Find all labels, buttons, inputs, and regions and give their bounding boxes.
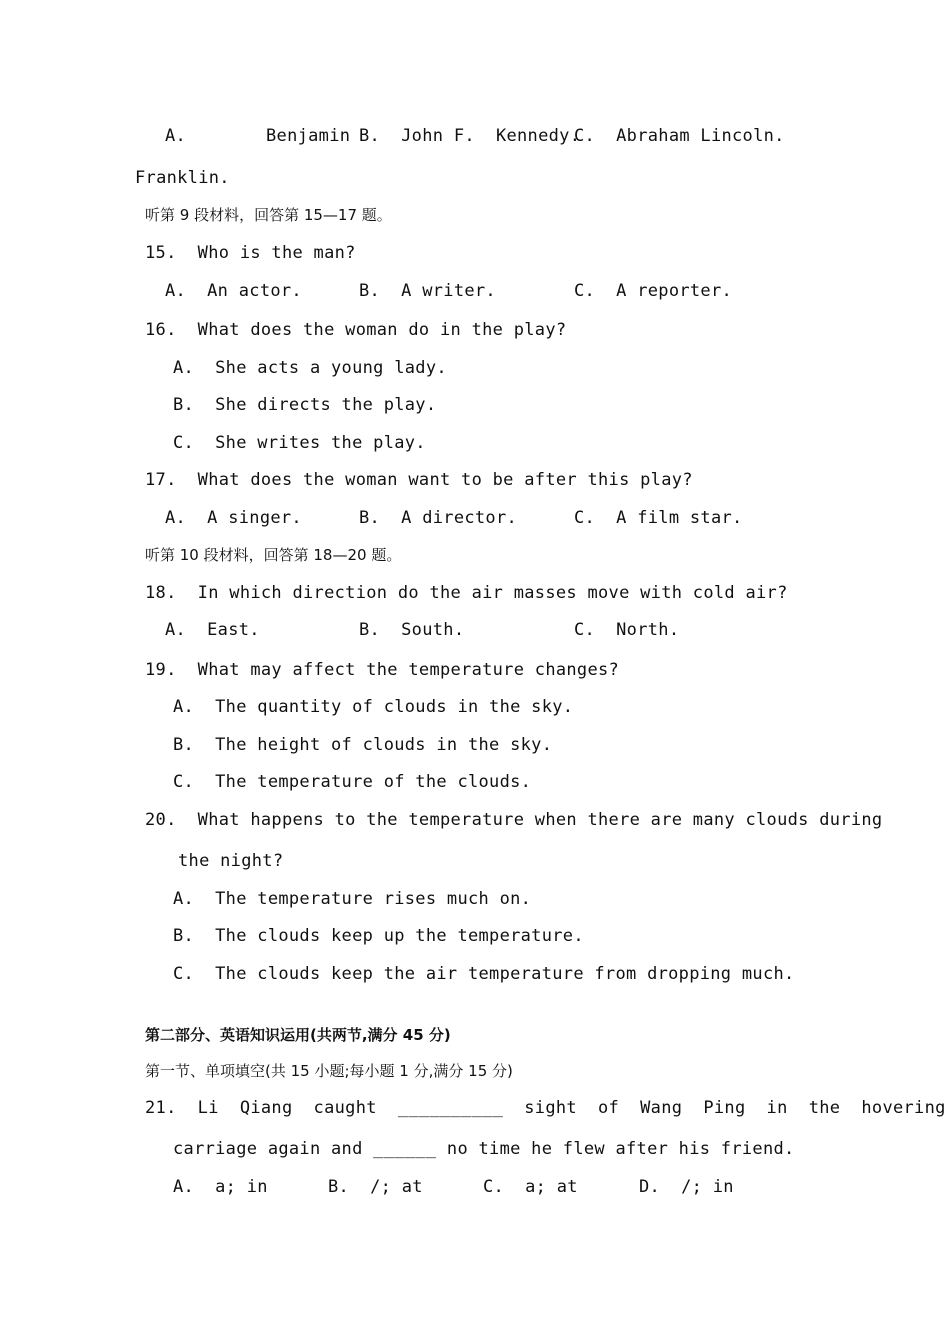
q18-stem: 18. In which direction do the air masses move with cold air?	[145, 583, 788, 603]
part-2-title: 第二部分、英语知识运用(共两节,满分 45 分)	[145, 1026, 451, 1044]
q19-option-a: A. The quantity of clouds in the sky.	[173, 697, 574, 717]
q18-option-a: A. East.	[165, 620, 260, 640]
q17-option-c: C. A film star.	[574, 508, 743, 528]
q21-option-c: C. a; at	[483, 1177, 578, 1197]
q16-stem: 16. What does the woman do in the play?	[145, 320, 567, 340]
q20-stem: 20. What happens to the temperature when there are many clouds during	[145, 810, 883, 830]
q19-stem: 19. What may affect the temperature changes?	[145, 660, 620, 680]
q19-option-c: C. The temperature of the clouds.	[173, 772, 532, 792]
part-2-subtitle: 第一节、单项填空(共 15 小题;每小题 1 分,满分 15 分)	[145, 1062, 513, 1080]
q14-option-b: B. John F. Kennedy.	[359, 126, 581, 146]
q14-option-a-text-cont: Franklin.	[135, 168, 230, 188]
section-9-instruction: 听第 9 段材料，回答第 15—17 题。	[145, 206, 392, 224]
q16-option-c: C. She writes the play.	[173, 433, 426, 453]
q21-option-b: B. /; at	[328, 1177, 423, 1197]
q17-stem: 17. What does the woman want to be after this play?	[145, 470, 693, 490]
q14-option-a-text: Benjamin	[266, 126, 351, 146]
q21-option-d: D. /; in	[639, 1177, 734, 1197]
q20-option-c: C. The clouds keep the air temperature from dropping much.	[173, 964, 795, 984]
q18-option-b: B. South.	[359, 620, 465, 640]
q21-stem-cont: carriage again and ______ no time he flew after his friend.	[173, 1139, 795, 1159]
q14-option-a-label: A.	[165, 126, 187, 146]
q15-option-a: A. An actor.	[165, 281, 302, 301]
q21-stem: 21. Li Qiang caught __________ sight of Wang Ping in the hovering	[145, 1098, 946, 1118]
q19-option-b: B. The height of clouds in the sky.	[173, 735, 553, 755]
q15-option-c: C. A reporter.	[574, 281, 733, 301]
q18-option-c: C. North.	[574, 620, 680, 640]
q20-option-a: A. The temperature rises much on.	[173, 889, 532, 909]
section-10-instruction: 听第 10 段材料，回答第 18—20 题。	[145, 546, 402, 564]
q20-stem-cont: the night?	[178, 851, 284, 871]
q15-stem: 15. Who is the man?	[145, 243, 356, 263]
q17-option-b: B. A director.	[359, 508, 518, 528]
q21-option-a: A. a; in	[173, 1177, 268, 1197]
q17-option-a: A. A singer.	[165, 508, 302, 528]
q20-option-b: B. The clouds keep up the temperature.	[173, 926, 584, 946]
q15-option-b: B. A writer.	[359, 281, 496, 301]
q16-option-b: B. She directs the play.	[173, 395, 437, 415]
q14-option-c: C. Abraham Lincoln.	[574, 126, 785, 146]
q16-option-a: A. She acts a young lady.	[173, 358, 447, 378]
